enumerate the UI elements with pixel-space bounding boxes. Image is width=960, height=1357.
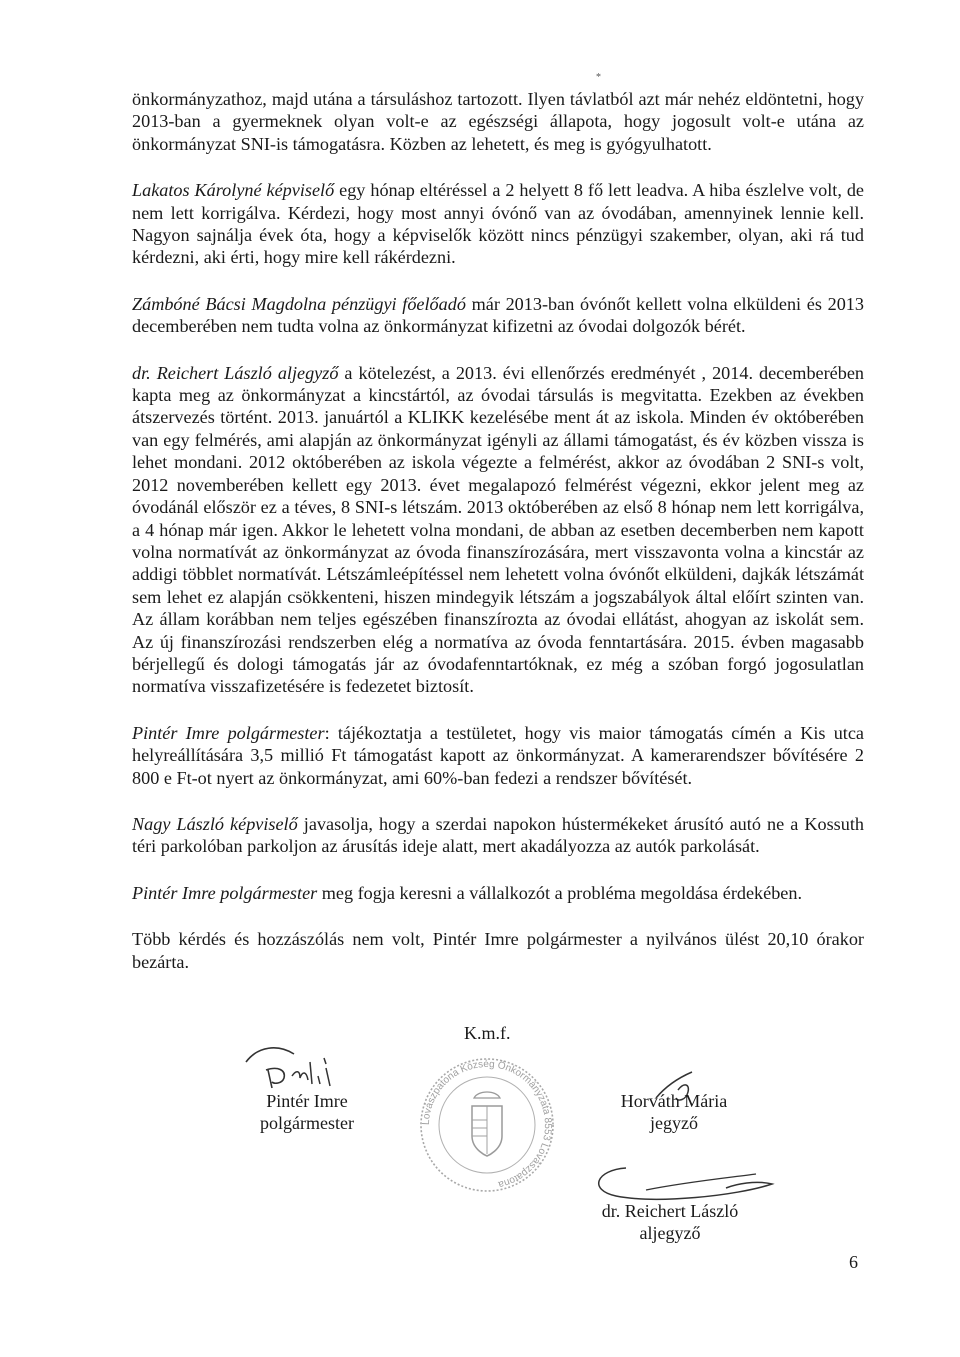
speaker-pinter-2: Pintér Imre polgármester	[132, 882, 318, 903]
clerk-title: jegyző	[650, 1113, 698, 1133]
paragraph-3	[132, 293, 864, 338]
deputy-clerk-title: aljegyző	[639, 1223, 701, 1243]
deputy-clerk-name: dr. Reichert László	[601, 1201, 739, 1221]
speaker-nagy: Nagy László képviselő	[132, 813, 298, 834]
paragraph-8: Több kérdés és hozzászólás nem volt, Pintér Imre polgármester a nyilvános ülést 20,10 órakor bezárta.	[132, 929, 864, 972]
body-text	[132, 88, 864, 997]
signature-block-deputy-clerk	[580, 1200, 760, 1244]
speaker-pinter: Pintér Imre polgármester	[132, 722, 325, 743]
paragraph-6	[132, 813, 864, 858]
speaker-reichert: dr. Reichert László aljegyző	[132, 362, 339, 383]
paragraph-4	[132, 362, 864, 698]
official-stamp-icon	[412, 1050, 562, 1200]
speaker-lakatos: Lakatos Károlyné képviselő	[132, 180, 335, 201]
signature-block-mayor	[232, 1090, 382, 1134]
paragraph-2	[132, 179, 864, 269]
paragraph-1: önkormányzathoz, majd utána a társuláshoz tartozott. Ilyen távlatból azt már nehéz eldöntetni, hogy 2013-ban a gyermeknek olyan volt-e az egészségi állapota, hogy jogosult volt-e utána az önkormányzat SNI-is támogatásra. Közben az lehetett, és meg is gyógyulhatott.	[132, 89, 864, 154]
paragraph-4-text: a kötelezést, a 2013. évi ellenőrzés eredményét , 2014. decemberében kapta meg az önkormányzat a kincstártól, az óvodai társulás is megvitatta. Ezekben az években átszervezés történt. 2013. januártól a KLIKK kezelésébe ment át az iskola. Minden év októberében van egy felmérés, ami alapján az önkormányzat igényli az állami támogatást, és év közben vissza is lehet mondani. 2012 októberében az iskola végezte a felmérést, akkor az óvodában 2 SNI-s volt, 2012 novemberében kellett egy 2013. évet megalapozó felmérést végezni, ekkor jelent meg az óvodánál először ez a téves, 8 SNI-s létszám. 2013 októberében az első 8 hónap nem lett korrigálva, a 4 hónap már igen. Akkor le lehetett volna mondani, de abban az esetben decemberben nem kapott volna normatívát az önkormányzat az óvoda finanszírozására, mert visszavonta volna a kincstár az addigi többlet normatívát. Létszámleépítéssel nem lehetett volna óvónőt elküldeni, dajkák létszámát sem lehet ez alapján csökkenteni, hiszen mindegyik létszám a jogszabályok által előírt szinten van. Az állam korábban nem teljes egészében finanszírozta az óvodai ellátást, ahogyan az iskolát sem. Az új finanszírozási rendszerben elég a normatíva az óvoda fenntartására. 2015. évben magasabb bérjellegű és dologi támogatás jár az óvodafenntartóknak, ez még a szóban forgó jogosulatlan normatíva visszafizetésére is fedezetet biztosít.	[132, 362, 865, 697]
paragraph-5	[132, 722, 864, 789]
paragraph-2-text: egy hónap eltéréssel a 2 helyett 8 fő lett leadva. A hiba észlelve volt, de nem lett korrigálva. Kérdezi, hogy most annyi óvónő van az óvodában, amennyinek lennie kell. Nagyon sajnálja évek óta, hogy a képviselők között nincs pénzügyi szakember, olyan, aki rá tud kérdezni, aki érti, hogy mire kell rákérdezni.	[132, 180, 864, 268]
paragraph-6-text: javasolja, hogy a szerdai napokon hústermékeket árusító autó ne a Kossuth téri parkolóban parkoljon az árusítás ideje alatt, mert akadályozza az autók parkolását.	[132, 813, 864, 857]
paragraph-3-text: már 2013-ban óvónőt kellett volna elküldeni és 2013 decemberében nem tudta volna az önkormányzat kifizetni az óvodai dolgozók bérét.	[132, 293, 864, 337]
speaker-zambone: Zámbóné Bácsi Magdolna pénzügyi főelőadó	[132, 293, 466, 314]
mayor-name: Pintér Imre	[266, 1091, 348, 1111]
signature-block-clerk	[604, 1090, 744, 1134]
clerk-name: Horváth Mária	[620, 1091, 728, 1111]
paragraph-7	[132, 882, 864, 904]
paragraph-5-text: : tájékoztatja a testületet, hogy vis maior támogatás címén a Kis utca helyreállítására 3,5 millió Ft támogatást kapott az önkormányzat. A kamerarendszer bővítésére 2 800 e Ft-ot nyert az önkormányzat, ami 60%-ban fedezi a rendszer bővítését.	[132, 722, 865, 788]
paragraph-7-text: meg fogja keresni a vállalkozót a probléma megoldása érdekében.	[317, 882, 803, 903]
stamp-text: Lovászpatona Község Önkormányzata 8553 Lovászpatona	[420, 1058, 554, 1190]
mayor-title: polgármester	[260, 1113, 354, 1133]
kmf-label: K.m.f.	[464, 1023, 511, 1043]
stray-mark: *	[596, 72, 601, 83]
page-number: 6	[849, 1252, 858, 1272]
